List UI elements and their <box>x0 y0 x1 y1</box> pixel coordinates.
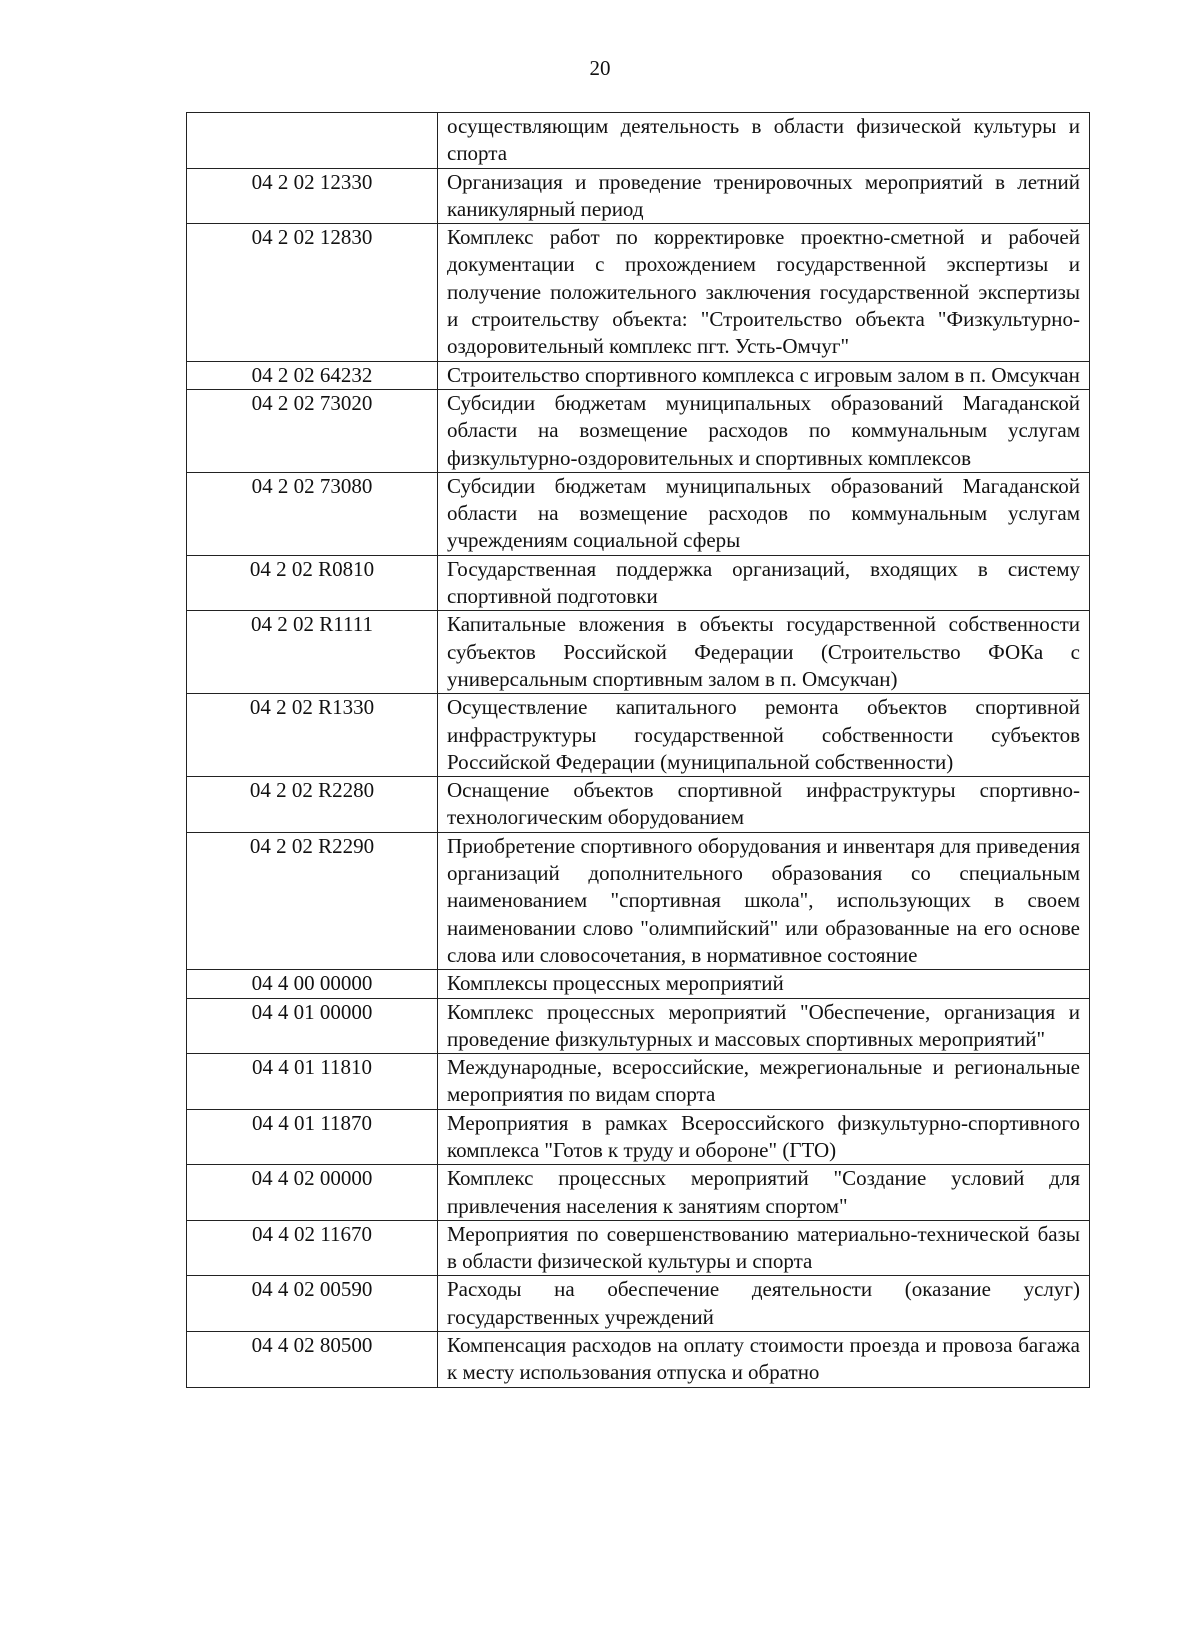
table-row <box>187 361 1090 389</box>
row-description: Осуществление капитального ремонта объектов спортивной инфраструктуры государственной собственности субъектов Российской Федерации (муниципальной собственности) <box>438 694 1090 777</box>
row-code: 04 4 01 11870 <box>187 1109 438 1165</box>
table-row <box>187 1054 1090 1110</box>
row-code: 04 2 02 R1330 <box>187 694 438 777</box>
row-code: 04 2 02 R2280 <box>187 777 438 833</box>
row-code: 04 4 02 00000 <box>187 1165 438 1221</box>
row-description: Мероприятия по совершенствованию материально-технической базы в области физической культуры и спорта <box>438 1220 1090 1276</box>
table-row <box>187 1276 1090 1332</box>
row-code: 04 2 02 73080 <box>187 472 438 555</box>
page-number: 20 <box>589 56 611 80</box>
table-row <box>187 224 1090 361</box>
row-code: 04 4 00 00000 <box>187 970 438 998</box>
classification-table <box>186 112 1090 1388</box>
row-description: Комплекс процессных мероприятий "Создание условий для привлечения населения к занятиям спортом" <box>438 1165 1090 1221</box>
row-description: Мероприятия в рамках Всероссийского физкультурно-спортивного комплекса "Готов к труду и обороне" (ГТО) <box>438 1109 1090 1165</box>
row-code: 04 2 02 64232 <box>187 361 438 389</box>
table-row <box>187 777 1090 833</box>
row-description: Оснащение объектов спортивной инфраструктуры спортивно-технологическим оборудованием <box>438 777 1090 833</box>
table-row <box>187 1220 1090 1276</box>
row-description: Субсидии бюджетам муниципальных образований Магаданской области на возмещение расходов по коммунальным услугам учреждениям социальной сферы <box>438 472 1090 555</box>
row-code: 04 2 02 12830 <box>187 224 438 361</box>
table-row <box>187 555 1090 611</box>
row-code: 04 2 02 12330 <box>187 168 438 224</box>
table-row <box>187 113 1090 169</box>
row-description: Капитальные вложения в объекты государственной собственности субъектов Российской Федерации (Строительство ФОКа с универсальным спортивным залом в п. Омсукчан) <box>438 611 1090 694</box>
row-code: 04 2 02 R1111 <box>187 611 438 694</box>
row-code: 04 4 01 00000 <box>187 998 438 1054</box>
table-row <box>187 1165 1090 1221</box>
table-row <box>187 694 1090 777</box>
table-row <box>187 832 1090 969</box>
row-description: Государственная поддержка организаций, входящих в систему спортивной подготовки <box>438 555 1090 611</box>
row-description: Комплексы процессных мероприятий <box>438 970 1090 998</box>
row-description: Приобретение спортивного оборудования и инвентаря для приведения организаций дополнительного образования со специальным наименованием "спортивная школа", использующих в своем наименовании слово "олимпийский" или образованные на его основе слова или словосочетания, в нормативное состояние <box>438 832 1090 969</box>
row-code <box>187 113 438 169</box>
table-row <box>187 970 1090 998</box>
row-code: 04 4 01 11810 <box>187 1054 438 1110</box>
row-description: Организация и проведение тренировочных мероприятий в летний каникулярный период <box>438 168 1090 224</box>
row-description: Компенсация расходов на оплату стоимости проезда и провоза багажа к месту использования отпуска и обратно <box>438 1332 1090 1388</box>
row-code: 04 2 02 73020 <box>187 389 438 472</box>
row-description: Строительство спортивного комплекса с игровым залом в п. Омсукчан <box>438 361 1090 389</box>
row-description: Международные, всероссийские, межрегиональные и региональные мероприятия по видам спорта <box>438 1054 1090 1110</box>
table-row <box>187 472 1090 555</box>
row-code: 04 2 02 R2290 <box>187 832 438 969</box>
row-description: Комплекс работ по корректировке проектно-сметной и рабочей документации с прохождением государственной экспертизы и получение положительного заключения государственной экспертизы и строительству объекта: "Строительство объекта "Физкультурно-оздоровительный комплекс пгт. Усть-Омчуг" <box>438 224 1090 361</box>
table-row <box>187 1109 1090 1165</box>
table-body <box>187 113 1090 1388</box>
table-row <box>187 168 1090 224</box>
row-code: 04 2 02 R0810 <box>187 555 438 611</box>
table-row <box>187 998 1090 1054</box>
row-description: Комплекс процессных мероприятий "Обеспечение, организация и проведение физкультурных и массовых спортивных мероприятий" <box>438 998 1090 1054</box>
row-description: осуществляющим деятельность в области физической культуры и спорта <box>438 113 1090 169</box>
table-row <box>187 611 1090 694</box>
row-description: Субсидии бюджетам муниципальных образований Магаданской области на возмещение расходов по коммунальным услугам физкультурно-оздоровительных и спортивных комплексов <box>438 389 1090 472</box>
row-code: 04 4 02 80500 <box>187 1332 438 1388</box>
row-code: 04 4 02 00590 <box>187 1276 438 1332</box>
row-code: 04 4 02 11670 <box>187 1220 438 1276</box>
table-row <box>187 389 1090 472</box>
table-row <box>187 1332 1090 1388</box>
row-description: Расходы на обеспечение деятельности (оказание услуг) государственных учреждений <box>438 1276 1090 1332</box>
